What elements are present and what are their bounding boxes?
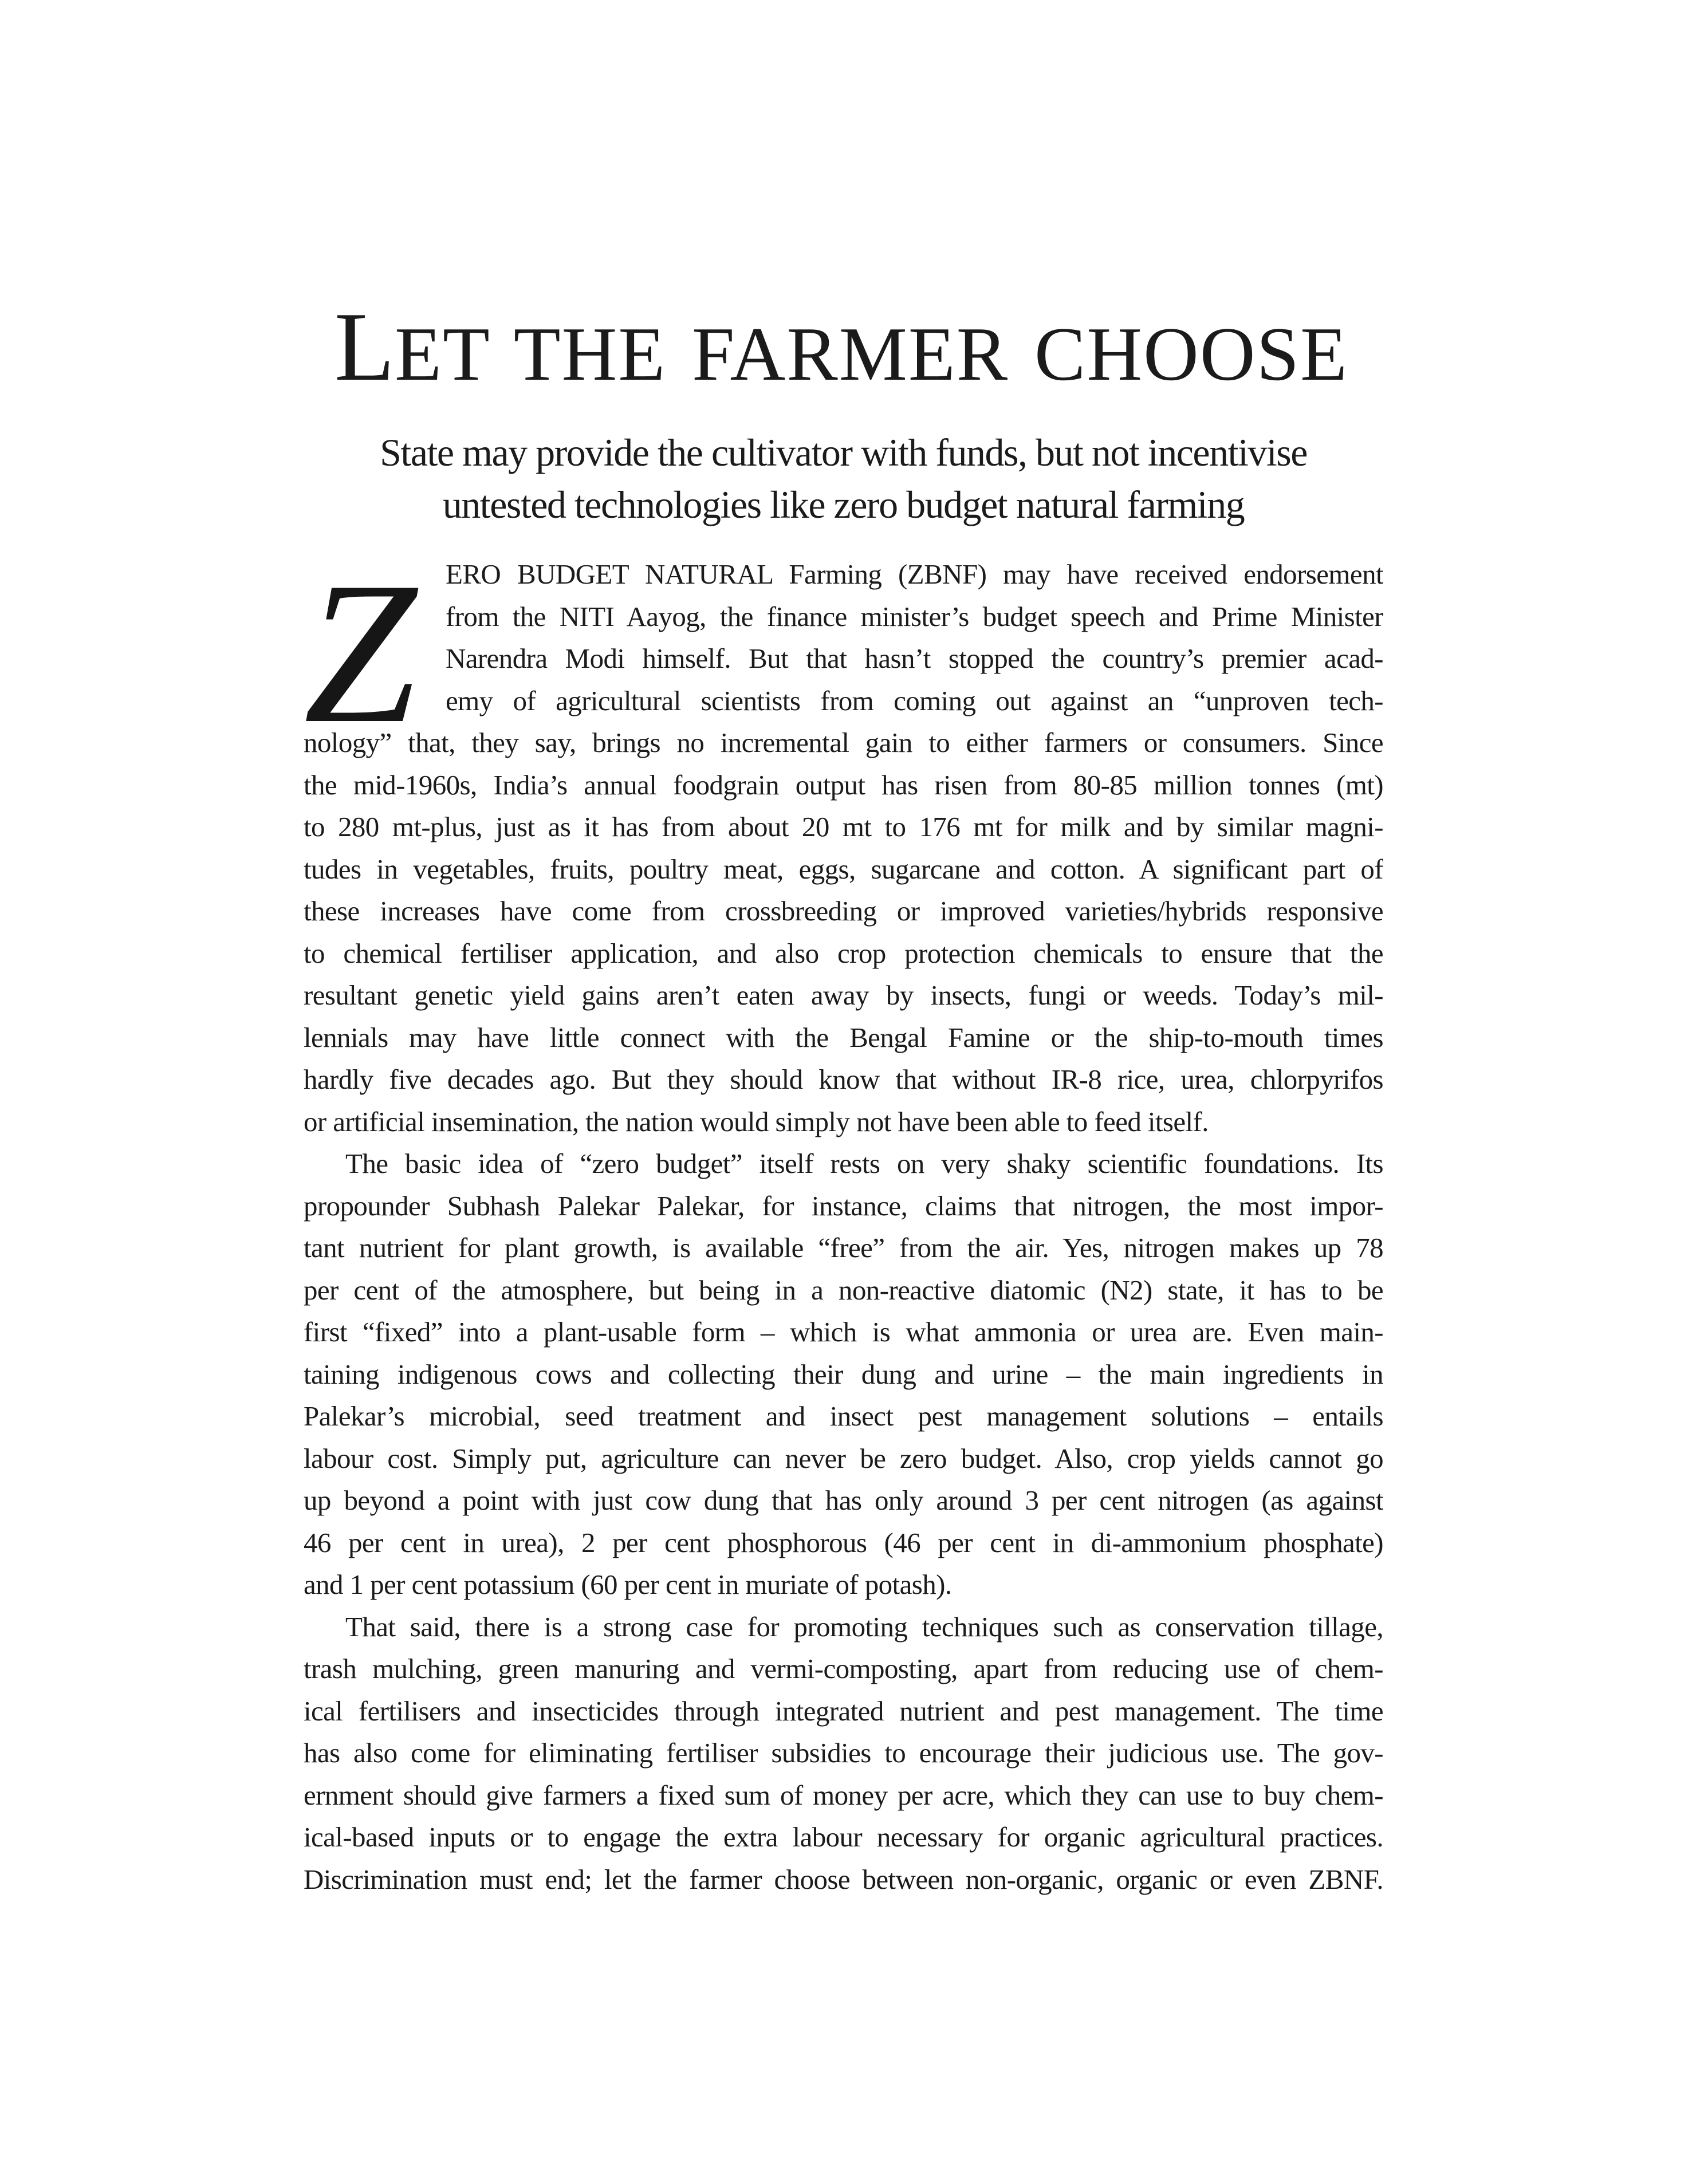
headline-smallcaps: ET THE FARMER CHOOSE bbox=[395, 312, 1348, 396]
text-line: propounder Subhash Palekar Palekar, for instance, claims that nitrogen, the most impor- bbox=[304, 1190, 1383, 1222]
headline-initial: L bbox=[334, 293, 395, 401]
text-line: resultant genetic yield gains aren’t eaten away by insects, fungi or weeds. Today’s mil- bbox=[304, 979, 1383, 1011]
drop-cap: Z bbox=[304, 540, 416, 765]
text-line: 46 per cent in urea), 2 per cent phosphorous (46 per cent in di-ammonium phosphate) bbox=[304, 1526, 1383, 1558]
headline-line bbox=[334, 293, 1348, 401]
text-line: emy of agricultural scientists from coming out against an “unproven tech- bbox=[446, 684, 1383, 716]
text-line: up beyond a point with just cow dung that has only around 3 per cent nitrogen (as against bbox=[304, 1484, 1383, 1516]
text-line: these increases have come from crossbreeding or improved varieties/hybrids responsive bbox=[304, 895, 1383, 927]
paragraph-2 bbox=[304, 1143, 1383, 1606]
text-line: nology” that, they say, brings no incremental gain to either farmers or consumers. Since bbox=[304, 727, 1383, 758]
text-line: hardly five decades ago. But they should know that without IR-8 rice, urea, chlorpyrifos bbox=[304, 1064, 1383, 1095]
text-line: ERO BUDGET NATURAL Farming (ZBNF) may have received endorsement bbox=[446, 558, 1383, 590]
text-line: That said, there is a strong case for promoting techniques such as conservation tillage, bbox=[345, 1610, 1383, 1643]
text-line: ernment should give farmers a fixed sum of money per acre, which they can use to buy chem- bbox=[304, 1779, 1383, 1811]
text-line: has also come for eliminating fertiliser subsidies to encourage their judicious use. The gov- bbox=[304, 1737, 1383, 1769]
paragraph-1 bbox=[304, 540, 1383, 1143]
text-line: lennials may have little connect with the Bengal Famine or the ship-to-mouth times bbox=[304, 1021, 1383, 1053]
text-line: Discrimination must end; let the farmer choose between non-organic, organic or even ZBNF. bbox=[304, 1863, 1383, 1895]
text-line: trash mulching, green manuring and vermi-composting, apart from reducing use of chem- bbox=[304, 1653, 1383, 1684]
text-line: first “fixed” into a plant-usable form – which is what ammonia or urea are. Even main- bbox=[304, 1316, 1383, 1348]
text-line: tant nutrient for plant growth, is available “free” from the air. Yes, nitrogen makes up 78 bbox=[304, 1232, 1383, 1263]
text-line: to chemical fertiliser application, and also crop protection chemicals to ensure that the bbox=[304, 937, 1383, 969]
text-line: and 1 per cent potassium (60 per cent in muriate of potash). bbox=[304, 1569, 952, 1600]
article-body bbox=[304, 540, 1383, 1900]
text-line: taining indigenous cows and collecting their dung and urine – the main ingredients in bbox=[304, 1358, 1383, 1390]
text-line: or artificial insemination, the nation would simply not have been able to feed itself. bbox=[304, 1105, 1209, 1137]
subheadline bbox=[304, 427, 1383, 531]
text-line: ical fertilisers and insecticides through integrated nutrient and pest management. The time bbox=[304, 1695, 1383, 1727]
text-line: tudes in vegetables, fruits, poultry meat, eggs, sugarcane and cotton. A significant part of bbox=[304, 853, 1383, 885]
text-line: Palekar’s microbial, seed treatment and insect pest management solutions – entails bbox=[304, 1400, 1383, 1432]
text-line: to 280 mt-plus, just as it has from about 20 mt to 176 mt for milk and by similar magni- bbox=[304, 811, 1383, 842]
paragraph-3 bbox=[304, 1606, 1383, 1901]
text-line: ical-based inputs or to engage the extra labour necessary for organic agricultural practices. bbox=[304, 1821, 1383, 1853]
subheadline-line: untested technologies like zero budget natural farming bbox=[442, 483, 1245, 526]
text-line: per cent of the atmosphere, but being in a non-reactive diatomic (N2) state, it has to be bbox=[304, 1274, 1383, 1306]
text-line: labour cost. Simply put, agriculture can never be zero budget. Also, crop yields cannot go bbox=[304, 1442, 1383, 1474]
headline bbox=[334, 293, 1348, 401]
text-line: The basic idea of “zero budget” itself rests on very shaky scientific foundations. Its bbox=[345, 1148, 1383, 1179]
text-line: from the NITI Aayog, the finance minister’s budget speech and Prime Minister bbox=[446, 600, 1383, 632]
text-line: Narendra Modi himself. But that hasn’t stopped the country’s premier acad- bbox=[446, 643, 1383, 674]
subheadline-line: State may provide the cultivator with funds, but not incentivise bbox=[380, 431, 1307, 474]
text-line: the mid-1960s, India’s annual foodgrain output has risen from 80-85 million tonnes (mt) bbox=[304, 769, 1383, 801]
